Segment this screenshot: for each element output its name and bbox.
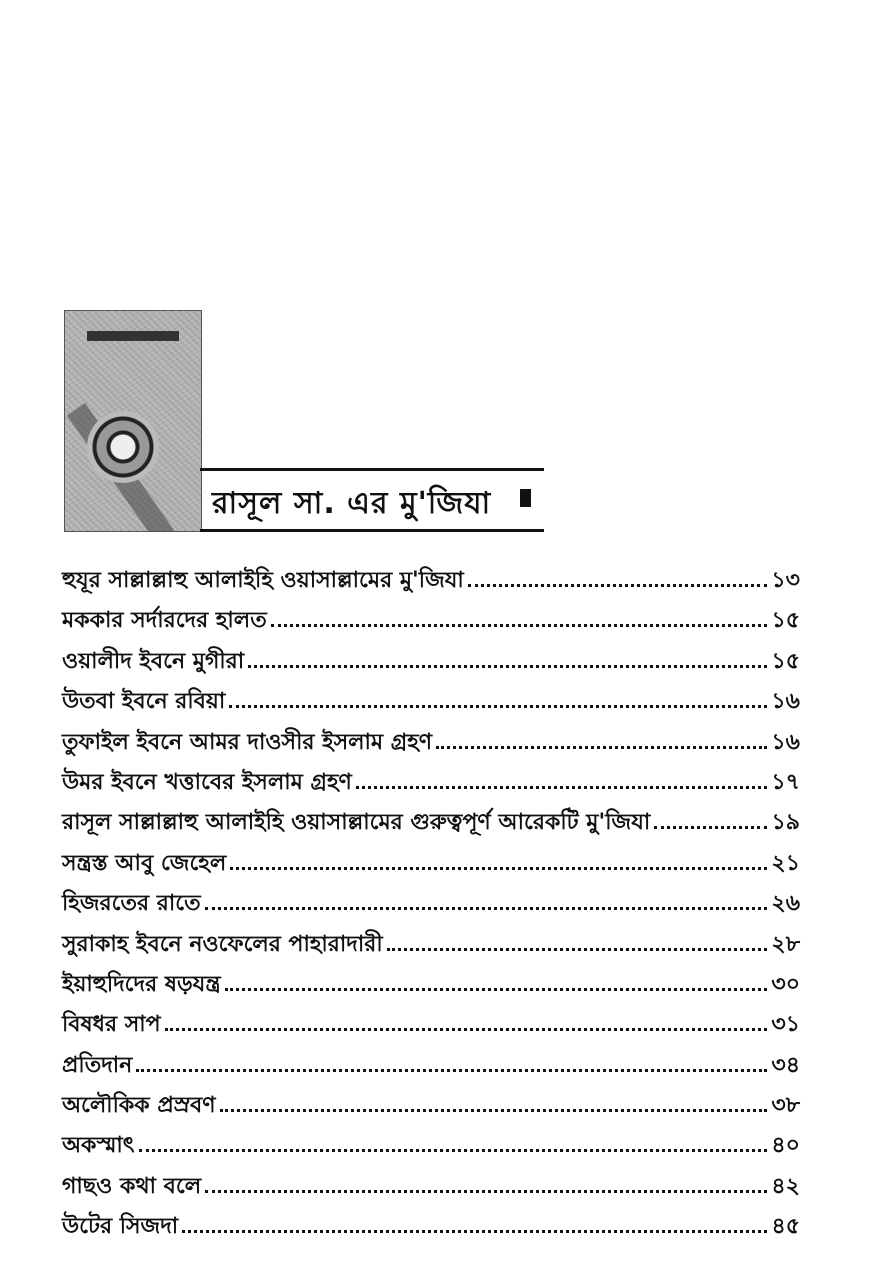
toc-entry-title: উমর ইবনে খত্তাবের ইসলাম গ্রহণ <box>62 769 352 795</box>
toc-entry-title: ওয়ালীদ ইবনে মুগীরা <box>62 648 245 674</box>
toc-entry-title: উটের সিজদা <box>62 1214 179 1240</box>
toc-dot-leader <box>225 976 768 991</box>
toc-dot-leader <box>356 774 768 789</box>
toc-entry <box>62 603 800 643</box>
toc-entry <box>62 805 800 845</box>
toc-entry-title: মককার সর্দারদের হালত <box>62 608 267 634</box>
toc-dot-leader <box>229 693 767 708</box>
toc-entry-title: অকস্মাৎ <box>62 1133 135 1159</box>
toc-entry <box>62 765 800 805</box>
cover-author-strip <box>87 331 179 341</box>
toc-dot-leader <box>220 1097 768 1112</box>
toc-entry-page: ২১ <box>771 850 800 876</box>
toc-entry-page: ৩০ <box>771 971 800 997</box>
toc-entry-page: ১৫ <box>771 648 800 674</box>
toc-dot-leader <box>136 1057 767 1072</box>
chapter-heading <box>200 468 544 532</box>
toc-entry-page: ১৭ <box>771 769 800 795</box>
toc-entry-page: ২৬ <box>771 891 800 917</box>
toc-dot-leader <box>271 612 768 627</box>
toc-dot-leader <box>182 1218 767 1233</box>
toc-entry <box>62 725 800 765</box>
table-of-contents <box>62 563 800 1250</box>
heading-square-mark <box>520 489 531 507</box>
toc-entry-page: ৩৮ <box>771 1093 800 1119</box>
toc-entry-page: ৩৪ <box>771 1052 800 1078</box>
toc-entry-title: প্রতিদান <box>62 1052 133 1078</box>
toc-entry-title: গাছও কথা বলে <box>62 1173 202 1199</box>
toc-entry <box>62 1169 800 1209</box>
toc-dot-leader <box>387 936 768 951</box>
toc-entry-title: ইয়াহুদিদের ষড়যন্ত্র <box>62 971 221 997</box>
toc-entry <box>62 1128 800 1168</box>
toc-entry <box>62 886 800 926</box>
toc-entry-title: রাসূল সাল্লাল্লাহু আলাইহি ওয়াসাল্লামের গুরুত্বপূর্ণ আরেকটি মু'জিযা <box>62 810 651 836</box>
cover-title-artwork <box>115 365 195 373</box>
toc-entry-page: ১৫ <box>771 608 800 634</box>
toc-entry <box>62 684 800 724</box>
toc-entry-title: অলৌকিক প্রস্রবণ <box>62 1093 216 1119</box>
toc-entry <box>62 1048 800 1088</box>
toc-entry <box>62 1088 800 1128</box>
toc-dot-leader <box>436 734 767 749</box>
cover-seal-artwork <box>87 411 159 483</box>
toc-entry <box>62 563 800 603</box>
toc-dot-leader <box>165 1016 768 1031</box>
toc-entry <box>62 1007 800 1047</box>
toc-entry-page: ১৬ <box>771 689 800 715</box>
toc-dot-leader <box>230 855 767 870</box>
toc-entry-page: ১৩ <box>771 568 800 593</box>
toc-entry-page: ৪০ <box>771 1133 800 1159</box>
toc-entry <box>62 967 800 1007</box>
toc-entry <box>62 1209 800 1249</box>
toc-entry-title: সুরাকাহ ইবনে নওফেলের পাহারাদারী <box>62 931 383 957</box>
toc-entry-page: ১৯ <box>771 810 800 836</box>
toc-entry <box>62 644 800 684</box>
toc-dot-leader <box>205 1178 767 1193</box>
toc-entry-title: তুফাইল ইবনে আমর দাওসীর ইসলাম গ্রহণ <box>62 729 433 755</box>
toc-entry-page: ১৬ <box>771 729 800 755</box>
toc-entry-page: ৪২ <box>771 1173 800 1199</box>
toc-entry-title: উতবা ইবনে রবিয়া <box>62 689 226 715</box>
book-cover-image <box>64 310 202 532</box>
toc-entry-page: ৪৫ <box>771 1214 800 1240</box>
toc-entry <box>62 927 800 967</box>
toc-dot-leader <box>654 814 767 829</box>
toc-entry-page: ২৮ <box>771 931 800 957</box>
toc-entry-page: ৩১ <box>771 1012 800 1038</box>
toc-entry-title: হুযূর সাল্লাল্লাহু আলাইহি ওয়াসাল্লামের মু'জিযা <box>62 568 464 593</box>
toc-entry <box>62 846 800 886</box>
toc-dot-leader <box>205 895 768 910</box>
toc-dot-leader <box>468 572 768 587</box>
chapter-title: রাসূল সা. এর মু'জিযা <box>212 486 492 521</box>
toc-dot-leader <box>139 1137 768 1152</box>
toc-entry-title: সন্ত্রস্ত আবু জেহেল <box>62 850 227 876</box>
toc-entry-title: হিজরতের রাতে <box>62 891 201 917</box>
toc-entry-title: বিষধর সাপ <box>62 1012 161 1038</box>
toc-dot-leader <box>248 653 767 668</box>
